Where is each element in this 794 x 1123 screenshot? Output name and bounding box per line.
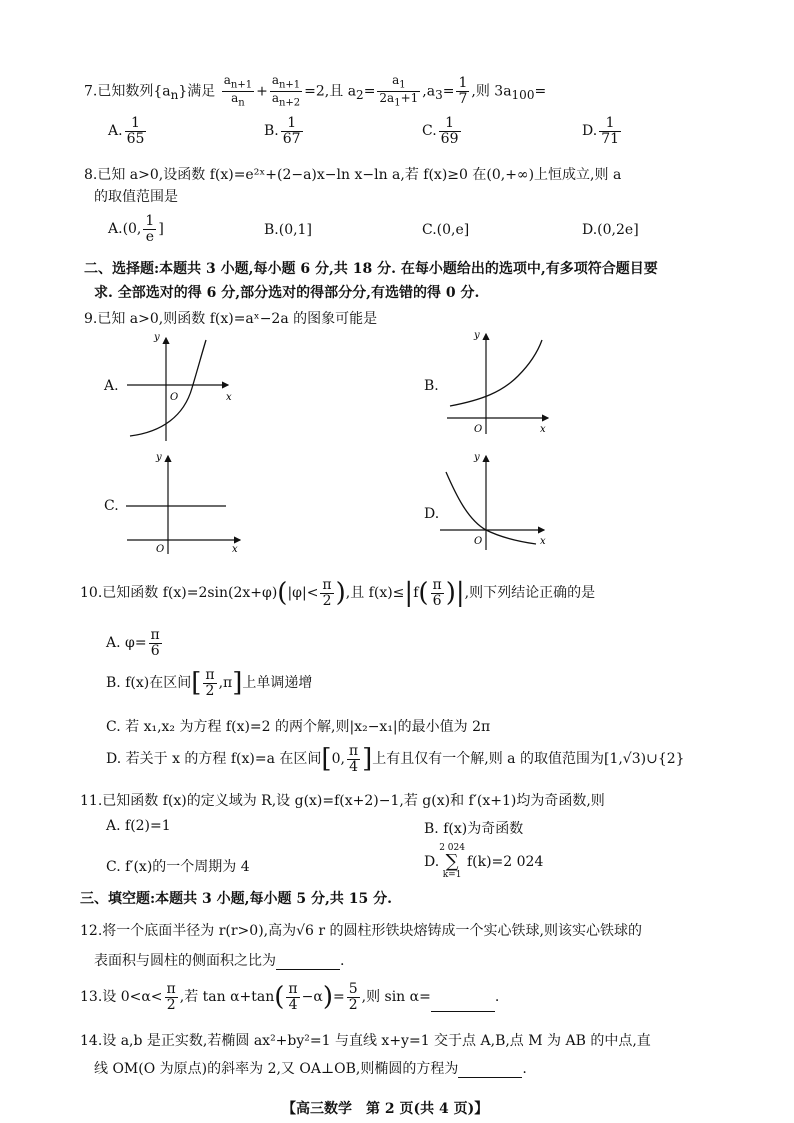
origin-label: O: [474, 424, 483, 435]
q12-stem-line2: 表面积与圆柱的侧面积之比为 .: [94, 953, 345, 969]
q12-stem-line1: 12.将一个底面半径为 r(r>0),高为√6 r 的圆柱形铁块熔铸成一个实心铁球,则该实心铁球的: [80, 923, 642, 939]
q11-option-c[interactable]: C. f′(x)的一个周期为 4: [106, 859, 250, 875]
q10-option-b[interactable]: B. f(x)在区间[ $\frac{\pi}{2}$ ,π]上单调递增: [106, 667, 313, 699]
q7-option-c[interactable]: C. $\frac{1}{69}$: [422, 115, 459, 147]
origin-label: O: [170, 392, 179, 403]
q8-stem-line1: 8.已知 a>0,设函数 f(x)=e²ˣ+(2−a)x−ln x−ln a,若 f(x)≥0 在(0,+∞)上恒成立,则 a: [84, 167, 622, 183]
q9-graph-b[interactable]: [442, 326, 562, 438]
q14-answer-blank[interactable]: [458, 1063, 522, 1078]
curve: [130, 340, 206, 436]
q8-option-a[interactable]: A.(0, $\frac{1}{e}$ ]: [108, 213, 164, 245]
q7-option-b[interactable]: B. $\frac{1}{67}$: [264, 115, 301, 147]
q7-option-d[interactable]: D. $\frac{1}{71}$: [582, 115, 620, 147]
origin-label: O: [474, 536, 483, 547]
q8-option-b[interactable]: B.(0,1]: [264, 222, 312, 238]
section2-heading-line1: 二、选择题:本题共 3 小题,每小题 6 分,共 18 分. 在每小题给出的选项中,有多项符合题目要: [84, 261, 658, 277]
q11-option-b[interactable]: B. f(x)为奇函数: [424, 821, 524, 837]
x-label: x: [540, 536, 546, 547]
q7-frac4: $\frac{1}{7}$: [458, 75, 468, 107]
q7-frac2: $\frac{a_{n+1}}{a_{n+2}}$: [271, 73, 301, 109]
q11-option-d[interactable]: D.2 024 ∑ k=1f(k)=2 024: [424, 843, 544, 880]
q8-option-c[interactable]: C.(0,e]: [422, 222, 470, 238]
q9-graph-a[interactable]: [122, 328, 242, 446]
q13-answer-blank[interactable]: [431, 997, 495, 1012]
q7-stem: 7.已知数列$\{a_n\}$满足 $\frac{a_{n+1}}{a_n}$ + $\frac{a_{n+1}}{a_{n+2}}$ =2,且 $a_2=$ $\frac{a_1}{2a_1+1}$ $,a_3=$ $\frac{1}{7}$ ,则 $3a_{100}=$: [84, 73, 547, 109]
y-label: y: [156, 452, 162, 463]
y-label: y: [474, 330, 480, 341]
q7-frac3: $\frac{a_1}{2a_1+1}$: [379, 73, 419, 109]
q9-graph-c[interactable]: [122, 448, 252, 558]
x-label: x: [226, 392, 232, 403]
q10-option-d[interactable]: D. 若关于 x 的方程 f(x)=a 在区间[0, $\frac{\pi}{4}$ ]上有且仅有一个解,则 a 的取值范围为[1,√3)∪{2}: [106, 743, 685, 775]
curve: [450, 340, 542, 406]
q9-option-a-label[interactable]: A.: [104, 378, 119, 394]
origin-label: O: [156, 544, 165, 555]
q9-option-b-label[interactable]: B.: [424, 378, 439, 394]
q9-graph-d[interactable]: [436, 450, 556, 555]
page-footer: 【高三数学 第 2 页(共 4 页)】: [282, 1101, 489, 1117]
curve: [446, 472, 536, 544]
q13-stem: 13.设 0<α< $\frac{\pi}{2}$ ,若 tan α+tan( $\frac{\pi}{4}$ −α)= $\frac{5}{2}$ ,则 sin α= .: [80, 981, 500, 1013]
q7-text: 7.已知数列{a: [84, 83, 171, 100]
summation: 2 024 ∑ k=1: [439, 843, 465, 880]
q9-option-d-label[interactable]: D.: [424, 506, 440, 522]
q10-stem: 10.已知函数 f(x)=2sin(2x+φ)(|φ|< $\frac{\pi}{2}$ ),且 f(x)≤|f( $\frac{\pi}{6}$ )|,则下列结论正确的是: [80, 577, 596, 609]
section3-heading: 三、填空题:本题共 3 小题,每小题 5 分,共 15 分.: [80, 891, 392, 907]
q11-stem: 11.已知函数 f(x)的定义域为 R,设 g(x)=f(x+2)−1,若 g(x)和 f′(x+1)均为奇函数,则: [80, 793, 605, 809]
q14-stem-line1: 14.设 a,b 是正实数,若椭圆 ax²+by²=1 与直线 x+y=1 交于点 A,B,点 M 为 AB 的中点,直: [80, 1033, 651, 1049]
q14-stem-line2: 线 OM(O 为原点)的斜率为 2,又 OA⊥OB,则椭圆的方程为 .: [94, 1061, 527, 1077]
q9-option-c-label[interactable]: C.: [104, 498, 119, 514]
q12-answer-blank[interactable]: [276, 955, 340, 970]
q7-option-a[interactable]: A. $\frac{1}{65}$: [108, 115, 145, 147]
q9-stem: 9.已知 a>0,则函数 f(x)=aˣ−2a 的图象可能是: [84, 311, 378, 327]
q11-option-a[interactable]: A. f(2)=1: [106, 818, 171, 834]
q8-option-d[interactable]: D.(0,2e]: [582, 222, 639, 238]
x-label: x: [232, 544, 238, 555]
q7-frac1: $\frac{a_{n+1}}{a_n}$: [223, 73, 253, 109]
q10-option-a[interactable]: A. φ= $\frac{\pi}{6}$: [106, 627, 160, 659]
x-label: x: [540, 424, 546, 435]
y-label: y: [474, 452, 480, 463]
y-label: y: [154, 332, 160, 343]
section2-heading-line2: 求. 全部选对的得 6 分,部分选对的得部分分,有选错的得 0 分.: [94, 285, 480, 301]
q10-option-c[interactable]: C. 若 x₁,x₂ 为方程 f(x)=2 的两个解,则|x₂−x₁|的最小值为 2π: [106, 719, 491, 735]
q8-stem-line2: 的取值范围是: [94, 189, 178, 205]
